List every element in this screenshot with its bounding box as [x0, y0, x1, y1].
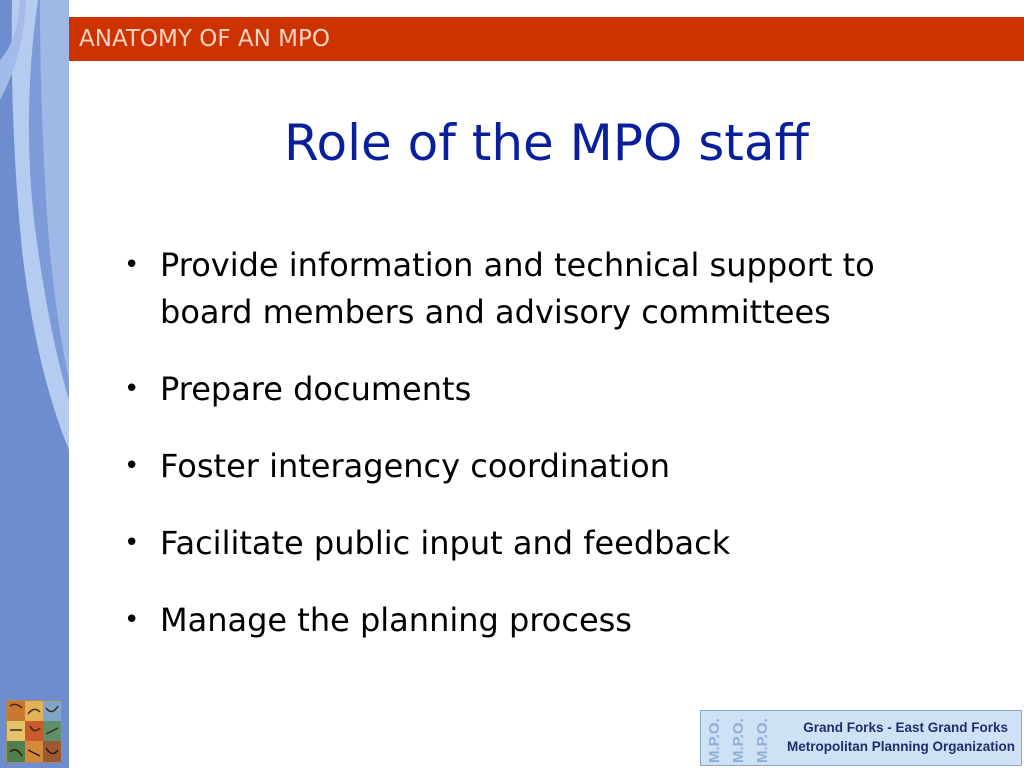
bullet-dot-icon: •: [124, 451, 140, 481]
org-name-line2: Metropolitan Planning Organization: [787, 739, 1015, 754]
bullet-dot-icon: •: [124, 605, 140, 635]
bullet-text: Prepare documents: [160, 370, 472, 408]
bullet-item: [124, 366, 904, 413]
left-decorative-stripe: [0, 0, 69, 768]
stripe-graphic: [0, 0, 69, 768]
bullet-text: Manage the planning process: [160, 601, 632, 639]
section-label: ANATOMY OF AN MPO: [79, 26, 330, 52]
bullet-text: Provide information and technical support to board members and advisory committees: [160, 246, 875, 331]
bullet-item: [124, 443, 904, 490]
mpo-letters-logo: [703, 711, 775, 766]
bullet-dot-icon: •: [124, 374, 140, 404]
bullet-text: Foster interagency coordination: [160, 447, 670, 485]
mpo-letters-2: M.P.O.: [730, 718, 747, 763]
header-bar: [69, 17, 1024, 61]
mpo-letters-3: M.P.O.: [754, 718, 771, 763]
bullet-dot-icon: •: [124, 250, 140, 280]
bullet-item: [124, 597, 904, 644]
org-name-line1: Grand Forks - East Grand Forks: [803, 720, 1008, 735]
bullet-list: [124, 242, 904, 674]
bullet-item: [124, 520, 904, 567]
bullet-dot-icon: •: [124, 528, 140, 558]
quilt-logo-graphic: [6, 700, 62, 763]
slide-title: Role of the MPO staff: [284, 114, 809, 172]
mpo-organization-banner: [700, 710, 1022, 766]
mpo-letters-1: M.P.O.: [706, 718, 723, 763]
bullet-item: [124, 242, 880, 336]
corner-logo-icon: [6, 700, 62, 763]
bullet-text: Facilitate public input and feedback: [160, 524, 731, 562]
